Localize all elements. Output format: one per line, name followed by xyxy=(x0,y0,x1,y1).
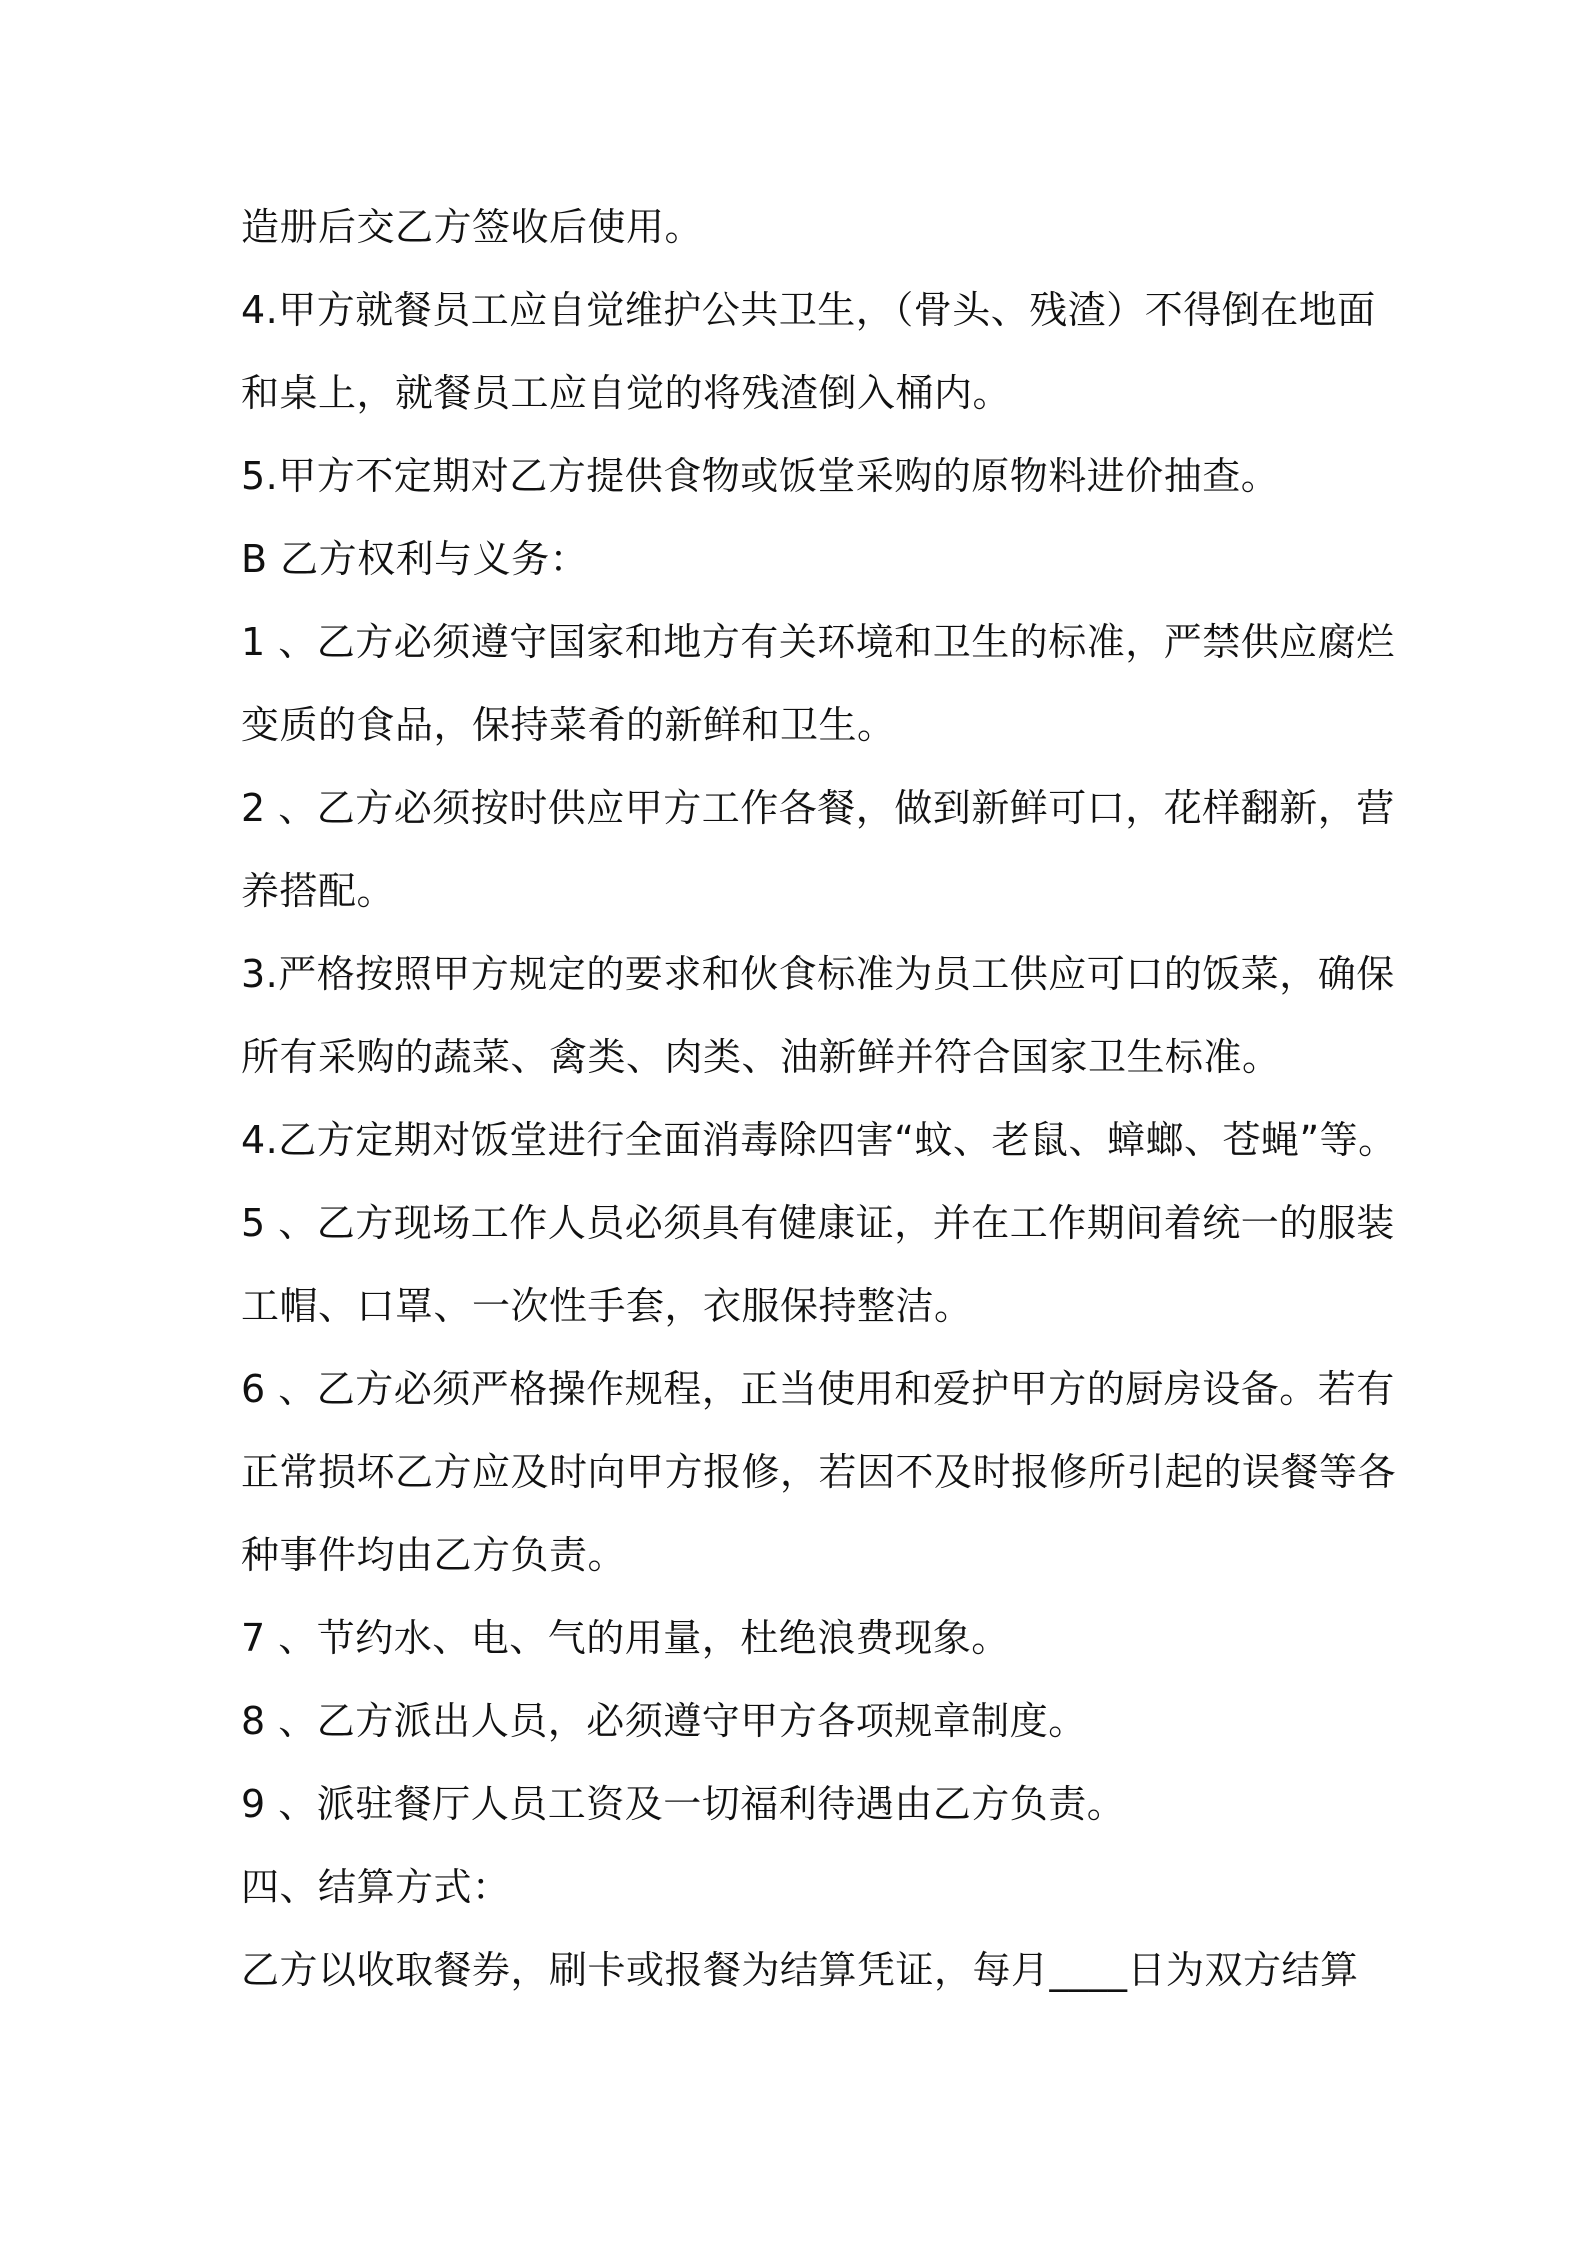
section-heading: B 乙方权利与义务： xyxy=(241,537,589,581)
text-line: 正常损坏乙方应及时向甲方报修，若因不及时报修所引起的误餐等各 xyxy=(241,1450,1397,1494)
text-line: 6 、乙方必须严格操作规程，正当使用和爱护甲方的厨房设备。若有 xyxy=(241,1367,1395,1411)
text-line: 4.乙方定期对饭堂进行全面消毒除四害“蚊、老鼠、蟑螂、苍蝇”等。 xyxy=(241,1118,1397,1162)
text-line: 乙方以收取餐券，刷卡或报餐为结算凭证，每月____日为双方结算 xyxy=(241,1948,1359,1992)
text-line: 1 、乙方必须遵守国家和地方有关环境和卫生的标准，严禁供应腐烂 xyxy=(241,620,1395,664)
text-line: 5.甲方不定期对乙方提供食物或饭堂采购的原物料进价抽查。 xyxy=(241,454,1280,498)
text-line: 造册后交乙方签收后使用。 xyxy=(241,205,704,249)
text-line: 所有采购的蔬菜、禽类、肉类、油新鲜并符合国家卫生标准。 xyxy=(241,1035,1281,1079)
section-heading: 四、结算方式： xyxy=(241,1865,511,1909)
text-line: 8 、乙方派出人员，必须遵守甲方各项规章制度。 xyxy=(241,1699,1087,1743)
text-line: 养搭配。 xyxy=(241,869,396,913)
text-line: 4.甲方就餐员工应自觉维护公共卫生，（骨头、残渣）不得倒在地面 xyxy=(241,288,1376,332)
text-line: 2 、乙方必须按时供应甲方工作各餐，做到新鲜可口，花样翻新，营 xyxy=(241,786,1395,830)
text-line: 工帽、口罩、一次性手套，衣服保持整洁。 xyxy=(241,1284,973,1328)
text-line: 种事件均由乙方负责。 xyxy=(241,1533,627,1577)
text-line: 7 、节约水、电、气的用量，杜绝浪费现象。 xyxy=(241,1616,1010,1660)
text-line: 和桌上，就餐员工应自觉的将残渣倒入桶内。 xyxy=(241,371,1012,415)
text-line: 5 、乙方现场工作人员必须具有健康证，并在工作期间着统一的服装 xyxy=(241,1201,1395,1245)
text-line: 变质的食品，保持菜肴的新鲜和卫生。 xyxy=(241,703,896,747)
text-line: 9 、派驻餐厅人员工资及一切福利待遇由乙方负责。 xyxy=(241,1782,1126,1826)
text-line: 3.严格按照甲方规定的要求和伙食标准为员工供应可口的饭菜，确保 xyxy=(241,952,1395,996)
